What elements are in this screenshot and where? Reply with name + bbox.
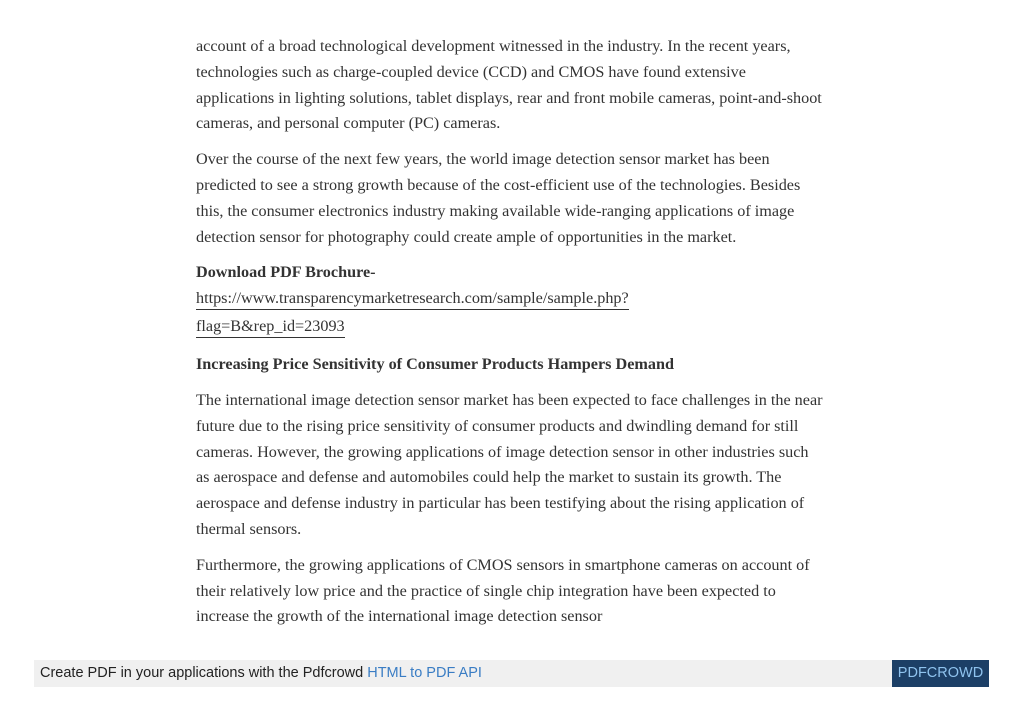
paragraph-cmos-growth: Furthermore, the growing applications of CMOS sensors in smartphone cameras on account of their relatively low price and the practice of single chip integration have been expected to increase the growth of the international image detection sensor — [196, 555, 810, 626]
brochure-url-line-1[interactable]: https://www.transparencymarketresearch.com/sample/sample.php? — [196, 288, 629, 310]
download-brochure-link[interactable] — [196, 286, 826, 342]
pdfcrowd-footer-bar — [34, 660, 989, 687]
pdfcrowd-badge-button[interactable]: PDFCROWD — [892, 660, 989, 687]
article-body — [196, 34, 826, 640]
footer-message: Create PDF in your applications with the Pdfcrowd — [40, 665, 368, 681]
paragraph-intro-continued: account of a broad technological development witnessed in the industry. In the recent years, technologies such as charge-coupled device (CCD) and CMOS have found extensive applications in lighting solutions, tablet displays, rear and front mobile cameras, point-and-shoot cameras, and personal computer (PC) cameras. — [196, 37, 822, 133]
paragraph-challenges: The international image detection sensor market has been expected to face challenges in the near future due to the rising price sensitivity of consumer products and dwindling demand for still cameras. However, the growing applications of image detection sensor in other industries such as aerospace and defense and automobiles could help the market to sustain its growth. The aerospace and defense industry in particular has been testifying about the rising application of thermal sensors. — [196, 390, 823, 538]
download-brochure-heading: Download PDF Brochure- — [196, 263, 376, 282]
brochure-url-line-2[interactable]: flag=B&rep_id=23093 — [196, 316, 345, 338]
footer-text — [40, 665, 482, 681]
html-to-pdf-api-link[interactable]: HTML to PDF API — [367, 665, 482, 681]
section-heading-price-sensitivity: Increasing Price Sensitivity of Consumer Products Hampers Demand — [196, 355, 674, 374]
paragraph-market-outlook: Over the course of the next few years, the world image detection sensor market has been predicted to see a strong growth because of the cost-efficient use of the technologies. Besides this, the consumer electronics industry making available wide-ranging applications of image detection sensor for photography could create ample of opportunities in the market. — [196, 150, 801, 246]
